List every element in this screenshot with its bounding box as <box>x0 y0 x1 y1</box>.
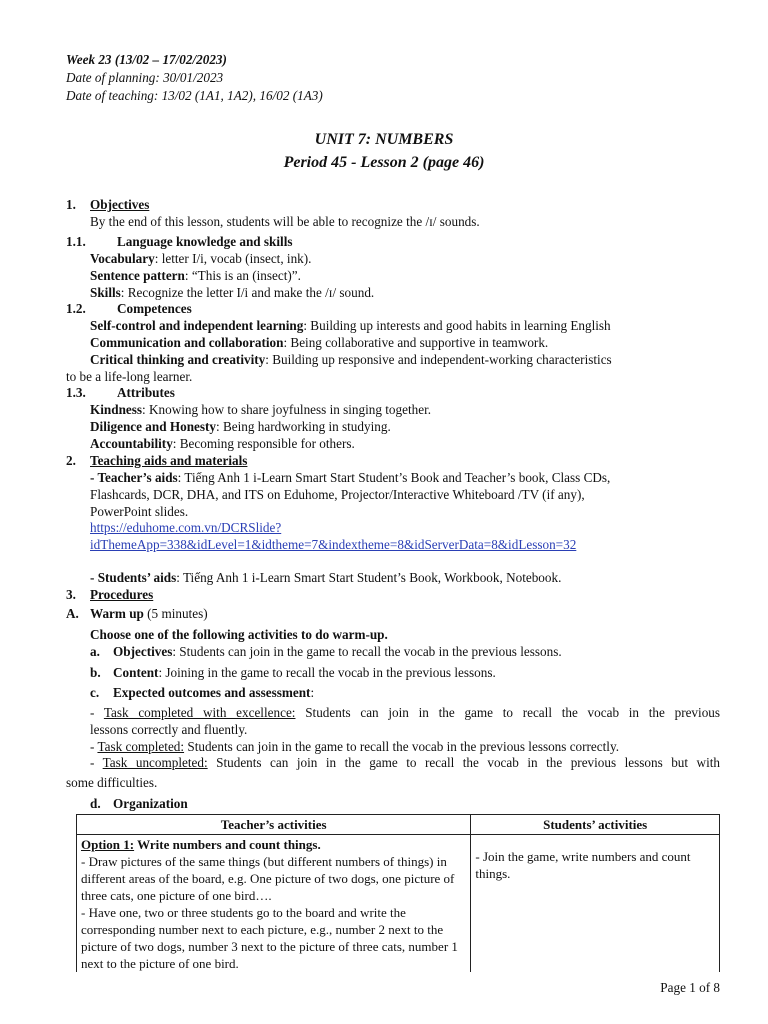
eduhome-link[interactable]: https://eduhome.com.vn/DCRSlide? <box>90 520 282 535</box>
teacher-aids-line: - Teacher’s aids: Tiếng Anh 1 i-Learn Smart Start Student’s Book and Teacher’s book, Class CDs, <box>90 470 611 485</box>
vocabulary-line: Vocabulary: letter I/i, vocab (insect, ink). <box>90 251 312 266</box>
self-control-line: Self-control and independent learning: Building up interests and good habits in learning English <box>90 318 611 333</box>
communication-line: Communication and collaboration: Being collaborative and supportive in teamwork. <box>90 335 549 350</box>
warm-up-heading: Warm up (5 minutes) <box>90 606 208 621</box>
eduhome-link-continued[interactable]: idThemeApp=338&idLevel=1&idtheme=7&indextheme=8&idServerData=8&idLesson=32 <box>90 537 577 552</box>
week-line: Week 23 (13/02 – 17/02/2023) <box>66 52 227 67</box>
section-number: 3. <box>66 587 76 602</box>
students-aids-line: - Students’ aids: Tiếng Anh 1 i-Learn Smart Start Student’s Book, Workbook, Notebook. <box>90 570 562 585</box>
excellence-line-2: lessons correctly and fluently. <box>90 722 248 737</box>
period-title: Period 45 - Lesson 2 (page 46) <box>283 154 485 171</box>
critical-thinking-continued: to be a life-long learner. <box>66 369 193 384</box>
kindness-line: Kindness: Knowing how to share joyfulness in singing together. <box>90 402 432 417</box>
subsection-number: 1.3. <box>66 385 86 400</box>
critical-thinking-line: Critical thinking and creativity: Building up responsive and independent-working characteristics <box>90 352 612 367</box>
table-row <box>77 835 720 973</box>
organization-table <box>76 814 720 972</box>
warmup-objectives-line: Objectives: Students can join in the game to recall the vocab in the previous lessons. <box>113 644 562 659</box>
students-activities-header: Students’ activities <box>471 815 720 835</box>
completed-line: - Task completed: Students can join in the game to recall the vocab in the previous lessons correctly. <box>90 739 620 754</box>
teacher-step: - Draw pictures of the same things (but different numbers of things) in different areas of the board, e.g. One picture of two dogs, one picture of three cats, one picture of one bird…. <box>81 854 455 903</box>
sentence-pattern-line: Sentence pattern: “This is an (insect)”. <box>90 268 301 283</box>
teacher-activities-cell <box>77 835 471 973</box>
unit-title: UNIT 7: NUMBERS <box>314 131 454 148</box>
part-letter: A. <box>66 606 79 621</box>
section-number: 1. <box>66 197 76 212</box>
choose-activity-text: Choose one of the following activities to do warm-up. <box>90 627 388 642</box>
planning-date: Date of planning: 30/01/2023 <box>66 70 224 85</box>
page-number: Page 1 of 8 <box>660 980 720 995</box>
table-header-row <box>77 815 720 835</box>
option-heading: Option 1: Write numbers and count things. <box>81 837 321 852</box>
uncompleted-line: - Task uncompleted: Students can join in the game to recall the vocab in the previous lessons but with <box>90 755 720 770</box>
objectives-heading: Objectives <box>90 197 150 212</box>
subsection-number: 1.2. <box>66 301 86 316</box>
organization-heading: Organization <box>113 796 188 811</box>
student-step: - Join the game, write numbers and count things. <box>475 848 691 881</box>
warmup-content-line: Content: Joining in the game to recall the vocab in the previous lessons. <box>113 665 496 680</box>
item-letter: c. <box>90 685 100 700</box>
uncompleted-line-2: some difficulties. <box>66 775 158 790</box>
subsection-number: 1.1. <box>66 234 86 249</box>
teacher-aids-line-3: PowerPoint slides. <box>90 504 189 519</box>
item-letter: d. <box>90 796 101 811</box>
item-letter: a. <box>90 644 100 659</box>
subsection-heading: Attributes <box>117 385 175 400</box>
students-activities-cell <box>471 835 720 973</box>
skills-line: Skills: Recognize the letter I/i and make the /ɪ/ sound. <box>90 285 375 300</box>
teacher-aids-line-2: Flashcards, DCR, DHA, and ITS on Eduhome, Projector/Interactive Whiteboard /TV (if any), <box>90 487 585 502</box>
teaching-aids-heading: Teaching aids and materials <box>90 453 248 468</box>
objectives-intro: By the end of this lesson, students will be able to recognize the /ɪ/ sounds. <box>90 214 480 229</box>
subsection-heading: Language knowledge and skills <box>117 234 293 249</box>
expected-outcomes-line: Expected outcomes and assessment: <box>113 685 315 700</box>
teacher-step: - Have one, two or three students go to the board and write the corresponding number next to each picture, e.g., number 2 next to the picture of two dogs, number 3 next to the picture of three cats, number 1 next to the picture of one bird. <box>81 905 458 971</box>
accountability-line: Accountability: Becoming responsible for others. <box>90 436 355 451</box>
procedures-heading: Procedures <box>90 587 154 602</box>
teaching-date: Date of teaching: 13/02 (1A1, 1A2), 16/02 (1A3) <box>66 88 323 103</box>
section-number: 2. <box>66 453 76 468</box>
diligence-line: Diligence and Honesty: Being hardworking in studying. <box>90 419 391 434</box>
subsection-heading: Competences <box>117 301 192 316</box>
item-letter: b. <box>90 665 101 680</box>
excellence-line: - Task completed with excellence: Students can join in the game to recall the vocab in the previous <box>90 705 721 720</box>
teacher-activities-header: Teacher’s activities <box>77 815 471 835</box>
